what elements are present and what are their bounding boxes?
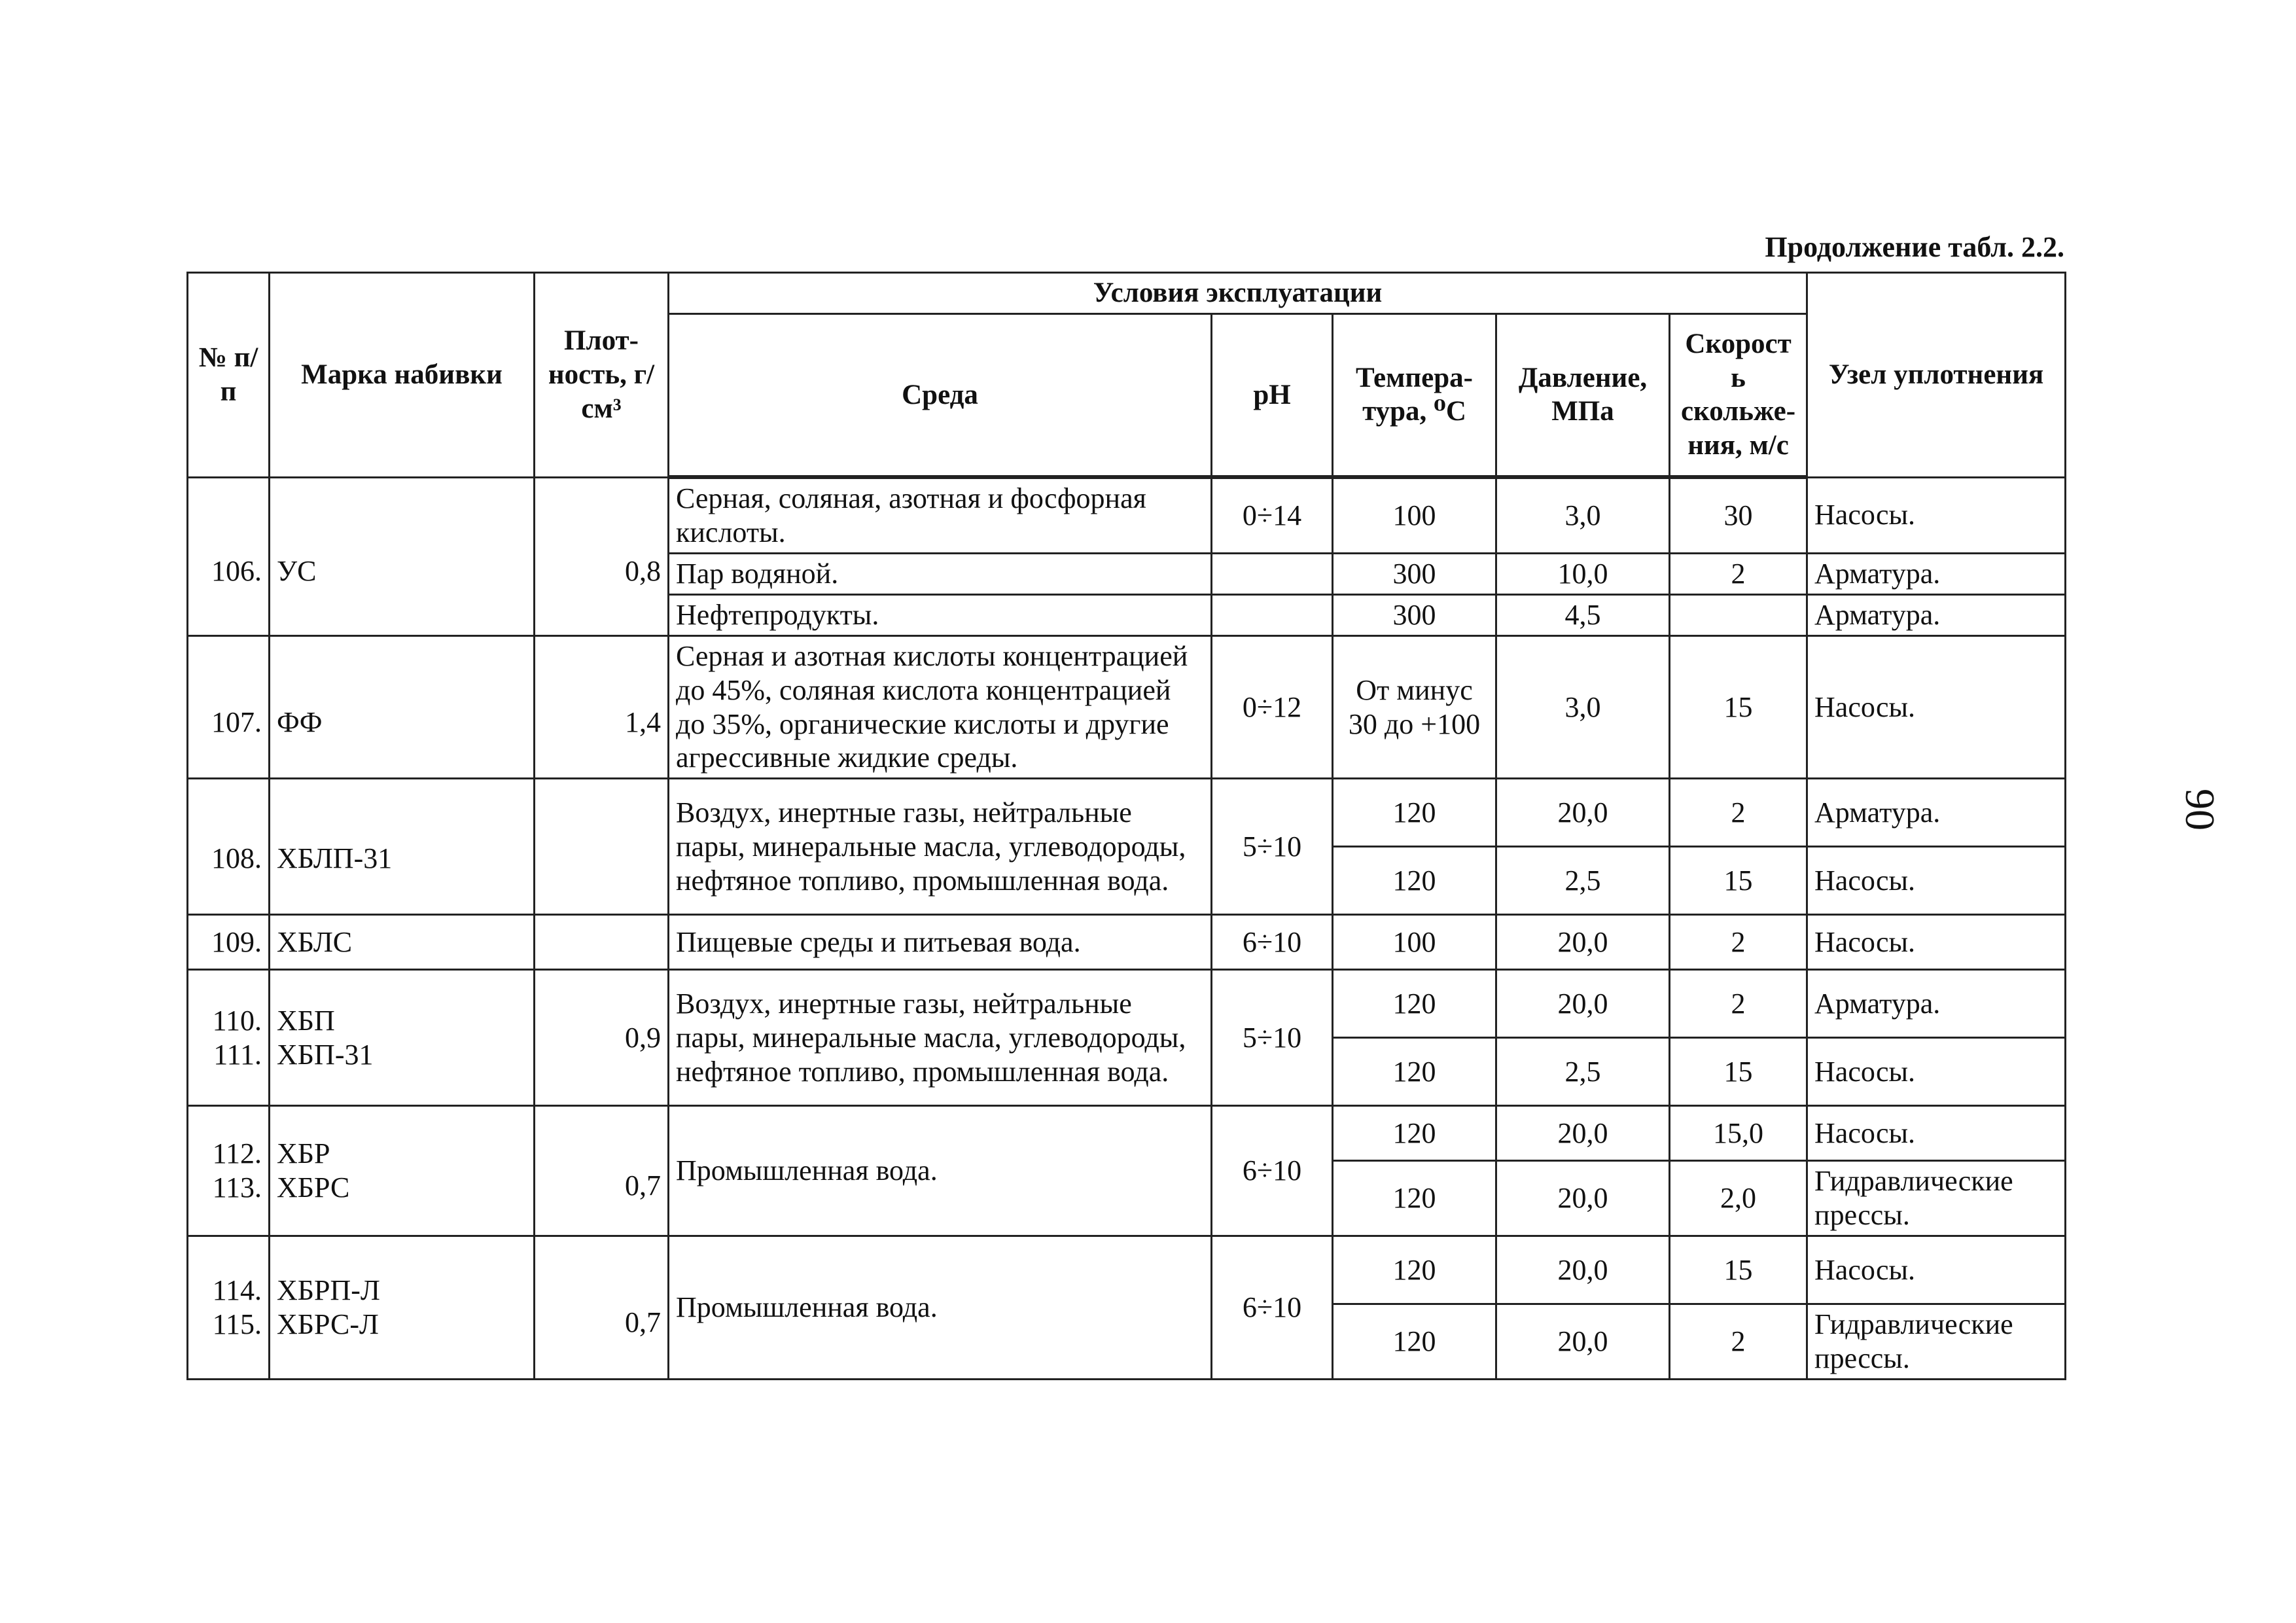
ph-cell: 6÷10	[1212, 1236, 1333, 1380]
sealing-node-cell: Насосы.	[1807, 1038, 2066, 1106]
packing-brand: ХБЛС	[270, 915, 535, 970]
temperature-cell: 120	[1333, 779, 1496, 847]
row-number-second: 111.	[213, 1038, 262, 1071]
row-number	[188, 970, 270, 1106]
temperature-cell: 100	[1333, 477, 1496, 553]
temperature-cell: От минус 30 до +100	[1333, 635, 1496, 779]
header-ph: pH	[1212, 313, 1333, 477]
temperature-cell: 120	[1333, 847, 1496, 915]
pressure-cell: 3,0	[1496, 477, 1670, 553]
row-number: 108.	[188, 779, 270, 915]
pressure-cell: 20,0	[1496, 915, 1670, 970]
table-row	[188, 635, 2066, 779]
medium-cell: Промышленная вода.	[669, 1106, 1212, 1236]
page-number: 90	[2177, 789, 2223, 830]
ph-cell: 5÷10	[1212, 970, 1333, 1106]
speed-cell: 2	[1670, 779, 1807, 847]
speed-cell: 2	[1670, 1304, 1807, 1380]
packing-brand-second: ХБРС	[277, 1171, 350, 1204]
speed-cell: 15,0	[1670, 1106, 1807, 1161]
sealing-node-cell: Арматура.	[1807, 970, 2066, 1038]
sealing-node-cell: Насосы.	[1807, 477, 2066, 553]
sealing-node-cell: Насосы.	[1807, 1236, 2066, 1304]
ph-cell	[1212, 594, 1333, 635]
pressure-cell: 20,0	[1496, 970, 1670, 1038]
density-value: 0,7	[535, 1236, 669, 1380]
sealing-node-cell: Насосы.	[1807, 915, 2066, 970]
medium-cell: Воздух, инертные газы, нейтральные пары, минеральные масла, углеводороды, нефтяное топливо, промышленная вода.	[669, 779, 1212, 915]
pressure-cell: 4,5	[1496, 594, 1670, 635]
sealing-node-cell: Арматура.	[1807, 553, 2066, 594]
temperature-cell: 120	[1333, 970, 1496, 1038]
temperature-cell: 120	[1333, 1038, 1496, 1106]
density-value: 0,7	[535, 1106, 669, 1236]
speed-cell: 2	[1670, 915, 1807, 970]
row-number-second: 115.	[212, 1308, 262, 1341]
sealing-node-cell: Гидравлические прессы.	[1807, 1161, 2066, 1236]
header-brand: Марка набивки	[270, 273, 535, 478]
temperature-cell: 120	[1333, 1106, 1496, 1161]
header-row-top	[188, 273, 2066, 314]
packing-brand	[270, 970, 535, 1106]
temperature-cell: 120	[1333, 1161, 1496, 1236]
ph-cell: 0÷14	[1212, 477, 1333, 553]
table-row	[188, 779, 2066, 847]
table-row	[188, 1236, 2066, 1304]
header-temperature: Темпера-тура, ⁰С	[1333, 313, 1496, 477]
table-row	[188, 477, 2066, 553]
medium-cell: Воздух, инертные газы, нейтральные пары, минеральные масла, углеводороды, нефтяное топливо, промышленная вода.	[669, 970, 1212, 1106]
speed-cell: 15	[1670, 1038, 1807, 1106]
temperature-cell: 100	[1333, 915, 1496, 970]
header-pressure: Давление, МПа	[1496, 313, 1670, 477]
header-speed: Скорост ь скольже-ния, м/с	[1670, 313, 1807, 477]
header-medium: Среда	[669, 313, 1212, 477]
pressure-cell: 20,0	[1496, 1106, 1670, 1161]
medium-cell: Пар водяной.	[669, 553, 1212, 594]
header-conditions: Условия эксплуатации	[669, 273, 1807, 314]
row-number	[188, 1236, 270, 1380]
packing-brand: УС	[270, 477, 535, 635]
ph-cell: 6÷10	[1212, 915, 1333, 970]
sealing-node-cell: Арматура.	[1807, 779, 2066, 847]
row-number: 107.	[188, 635, 270, 779]
packing-brand-second: ХБП-31	[277, 1038, 374, 1071]
temperature-cell: 300	[1333, 553, 1496, 594]
sealing-node-cell: Насосы.	[1807, 1106, 2066, 1161]
speed-cell	[1670, 594, 1807, 635]
pressure-cell: 20,0	[1496, 1161, 1670, 1236]
ph-cell: 6÷10	[1212, 1106, 1333, 1236]
speed-cell: 2	[1670, 553, 1807, 594]
pressure-cell: 10,0	[1496, 553, 1670, 594]
medium-cell: Серная и азотная кислоты концентрацией до 45%, соляная кислота концентрацией до 35%, органические кислоты и другие агрессивные жидкие среды.	[669, 635, 1212, 779]
density-value	[535, 915, 669, 970]
header-num: № п/п	[188, 273, 270, 478]
density-value: 0,9	[535, 970, 669, 1106]
row-number-second: 113.	[212, 1171, 262, 1204]
sealing-node-cell: Насосы.	[1807, 635, 2066, 779]
table-caption: Продолжение табл. 2.2.	[1765, 231, 2064, 263]
sealing-node-cell: Гидравлические прессы.	[1807, 1304, 2066, 1380]
speed-cell: 2	[1670, 970, 1807, 1038]
packing-brand	[270, 1236, 535, 1380]
speed-cell: 15	[1670, 847, 1807, 915]
pressure-cell: 2,5	[1496, 1038, 1670, 1106]
density-value: 1,4	[535, 635, 669, 779]
row-number-first: 110.	[212, 1004, 262, 1037]
medium-cell: Серная, соляная, азотная и фосфорная кислоты.	[669, 477, 1212, 553]
packing-brand-first: ХБРП-Л	[277, 1274, 380, 1307]
temperature-cell: 120	[1333, 1304, 1496, 1380]
header-node: Узел уплотнения	[1807, 273, 2066, 478]
density-value	[535, 779, 669, 915]
ph-cell: 0÷12	[1212, 635, 1333, 779]
table-row	[188, 915, 2066, 970]
header-density: Плот-ность, г/см³	[535, 273, 669, 478]
sealing-node-cell: Насосы.	[1807, 847, 2066, 915]
pressure-cell: 20,0	[1496, 1236, 1670, 1304]
medium-cell: Пищевые среды и питьевая вода.	[669, 915, 1212, 970]
pressure-cell: 20,0	[1496, 779, 1670, 847]
pressure-cell: 2,5	[1496, 847, 1670, 915]
row-number-first: 114.	[212, 1274, 262, 1307]
pressure-cell: 3,0	[1496, 635, 1670, 779]
packing-brand-first: ХБП	[277, 1004, 335, 1037]
packing-brand-second: ХБРС-Л	[277, 1308, 379, 1341]
ph-cell	[1212, 553, 1333, 594]
row-number: 106.	[188, 477, 270, 635]
medium-cell: Нефтепродукты.	[669, 594, 1212, 635]
table-row	[188, 970, 2066, 1038]
row-number: 109.	[188, 915, 270, 970]
sealing-node-cell: Арматура.	[1807, 594, 2066, 635]
packing-brand	[270, 1106, 535, 1236]
ph-cell: 5÷10	[1212, 779, 1333, 915]
speed-cell: 15	[1670, 1236, 1807, 1304]
packing-table	[186, 272, 2066, 1380]
temperature-cell: 300	[1333, 594, 1496, 635]
pressure-cell: 20,0	[1496, 1304, 1670, 1380]
speed-cell: 2,0	[1670, 1161, 1807, 1236]
medium-cell: Промышленная вода.	[669, 1236, 1212, 1380]
row-number-first: 112.	[212, 1137, 262, 1170]
packing-brand-first: ХБР	[277, 1137, 330, 1170]
speed-cell: 30	[1670, 477, 1807, 553]
row-number	[188, 1106, 270, 1236]
speed-cell: 15	[1670, 635, 1807, 779]
temperature-cell: 120	[1333, 1236, 1496, 1304]
packing-brand: ФФ	[270, 635, 535, 779]
packing-brand: ХБЛП-31	[270, 779, 535, 915]
table-row	[188, 1106, 2066, 1161]
density-value: 0,8	[535, 477, 669, 635]
